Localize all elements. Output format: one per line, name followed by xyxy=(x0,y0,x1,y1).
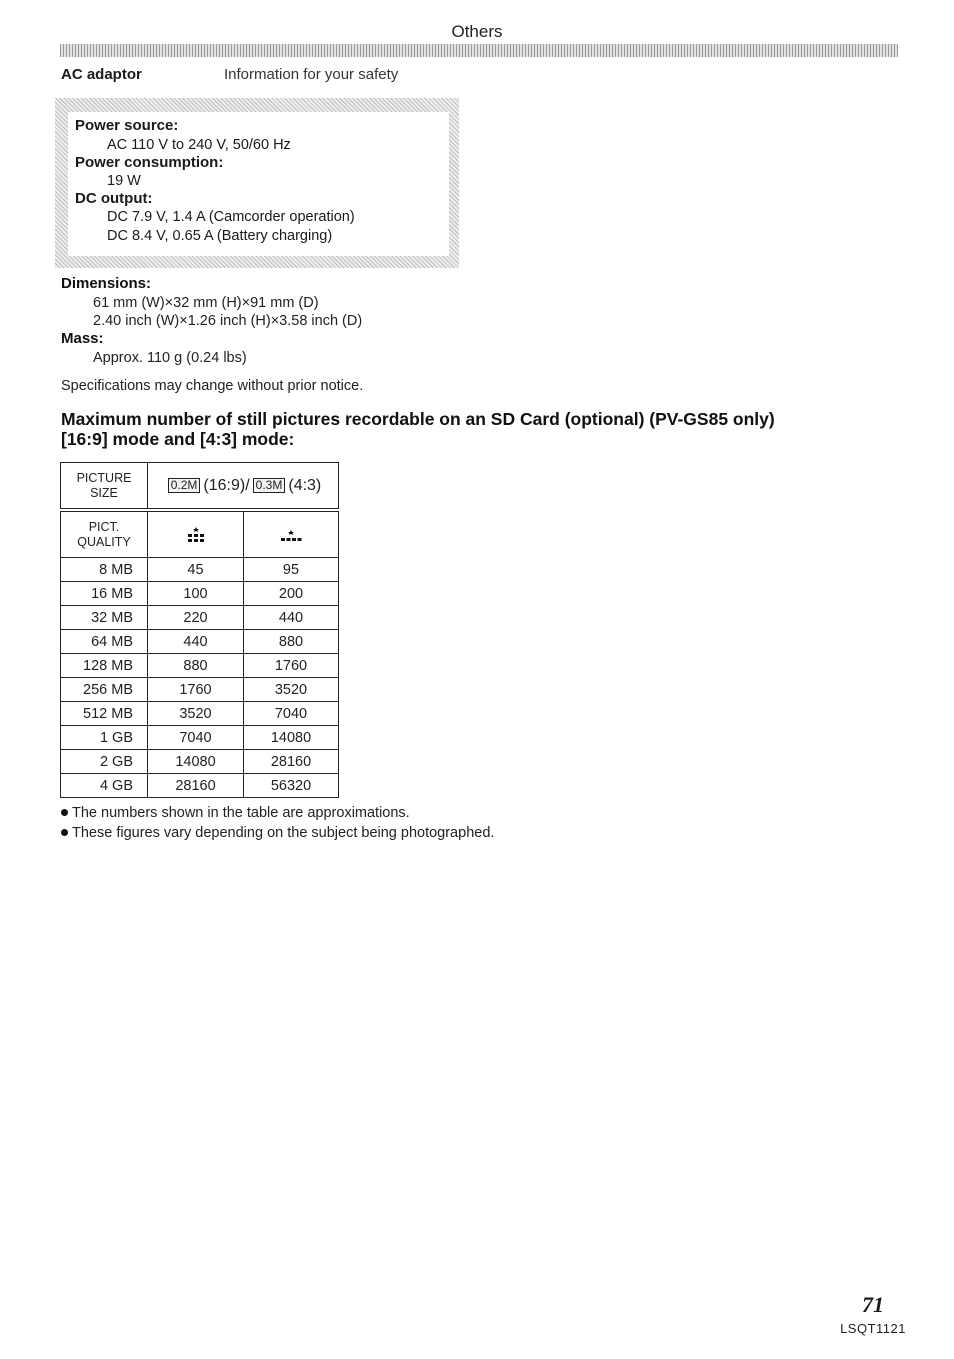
card-capacity: 2 GB xyxy=(60,749,148,774)
picture-size-value xyxy=(147,462,339,509)
picture-size-label-2: SIZE xyxy=(90,485,118,500)
note-text: The numbers shown in the table are approximations. xyxy=(72,805,410,821)
mass-label: Mass: xyxy=(61,330,104,347)
normal-count: 28160 xyxy=(243,749,339,774)
fine-count: 14080 xyxy=(147,749,244,774)
heading-line-1: Maximum number of still pictures recordable on an SD Card (optional) (PV-GS85 only) xyxy=(61,409,775,429)
card-capacity: 32 MB xyxy=(60,605,148,630)
quality-header xyxy=(60,511,148,558)
dimensions-imperial: 2.40 inch (W)×1.26 inch (H)×3.58 inch (D) xyxy=(93,313,363,329)
card-capacity: 256 MB xyxy=(60,677,148,702)
ac-adaptor-label: AC adaptor xyxy=(61,66,142,83)
recordable-pictures-heading xyxy=(61,409,775,449)
fine-count: 100 xyxy=(147,581,244,606)
fine-count: 1760 xyxy=(147,677,244,702)
card-capacity: 64 MB xyxy=(60,629,148,654)
page-number: 71 xyxy=(862,1292,884,1317)
fine-count: 45 xyxy=(147,557,244,582)
fine-count: 440 xyxy=(147,629,244,654)
heading-line-2: [16:9] mode and [4:3] mode: xyxy=(61,429,295,449)
quality-fine-cell xyxy=(147,511,244,558)
size-0-2m-icon: 0.2M xyxy=(168,478,201,493)
mass-value: Approx. 110 g (0.24 lbs) xyxy=(93,350,247,366)
size-0-3m-icon: 0.3M xyxy=(253,478,286,493)
size-mode-16-9: (16:9)/ xyxy=(203,476,250,494)
spec-notice: Specifications may change without prior notice. xyxy=(61,378,364,394)
dc-output-label: DC output: xyxy=(75,190,153,207)
dc-output-line: DC 7.9 V, 1.4 A (Camcorder operation) xyxy=(107,209,355,225)
normal-count: 7040 xyxy=(243,701,339,726)
section-bar xyxy=(60,44,898,57)
note-subject-vary xyxy=(61,825,494,841)
picture-size-header xyxy=(60,462,148,509)
normal-count: 440 xyxy=(243,605,339,630)
quality-label-1: PICT. xyxy=(88,519,120,534)
normal-count: 880 xyxy=(243,629,339,654)
ac-adaptor-info: Information for your safety xyxy=(224,66,399,83)
dimensions-label: Dimensions: xyxy=(61,275,152,292)
section-title: Others xyxy=(451,22,503,41)
normal-count: 14080 xyxy=(243,725,339,750)
bullet-icon xyxy=(61,829,68,836)
normal-count: 56320 xyxy=(243,773,339,798)
power-consumption-label: Power consumption: xyxy=(75,154,224,171)
normal-count: 200 xyxy=(243,581,339,606)
normal-count: 1760 xyxy=(243,653,339,678)
card-capacity: 8 MB xyxy=(60,557,148,582)
card-capacity: 4 GB xyxy=(60,773,148,798)
normal-count: 95 xyxy=(243,557,339,582)
card-capacity: 128 MB xyxy=(60,653,148,678)
bullet-icon xyxy=(61,809,68,816)
quality-fine-icon xyxy=(186,526,206,544)
power-consumption-value: 19 W xyxy=(107,173,141,189)
power-source-value: AC 110 V to 240 V, 50/60 Hz xyxy=(107,137,291,153)
fine-count: 28160 xyxy=(147,773,244,798)
normal-count: 3520 xyxy=(243,677,339,702)
spec-box xyxy=(55,98,459,268)
quality-normal-icon xyxy=(280,526,302,544)
note-text: These figures vary depending on the subject being photographed. xyxy=(72,825,495,841)
dimensions-metric: 61 mm (W)×32 mm (H)×91 mm (D) xyxy=(93,295,319,311)
power-source-label: Power source: xyxy=(75,117,179,134)
quality-normal-cell xyxy=(243,511,339,558)
fine-count: 220 xyxy=(147,605,244,630)
document-code: LSQT1121 xyxy=(840,1321,906,1336)
spec-box-inner xyxy=(68,112,449,256)
card-capacity: 16 MB xyxy=(60,581,148,606)
fine-count: 3520 xyxy=(147,701,244,726)
size-mode-4-3: (4:3) xyxy=(288,476,322,494)
card-capacity: 1 GB xyxy=(60,725,148,750)
card-capacity: 512 MB xyxy=(60,701,148,726)
quality-label-2: QUALITY xyxy=(77,534,131,549)
fine-count: 7040 xyxy=(147,725,244,750)
dc-output-line: DC 8.4 V, 0.65 A (Battery charging) xyxy=(107,228,333,244)
note-approximations xyxy=(61,805,410,821)
picture-size-label-1: PICTURE xyxy=(76,470,132,485)
fine-count: 880 xyxy=(147,653,244,678)
